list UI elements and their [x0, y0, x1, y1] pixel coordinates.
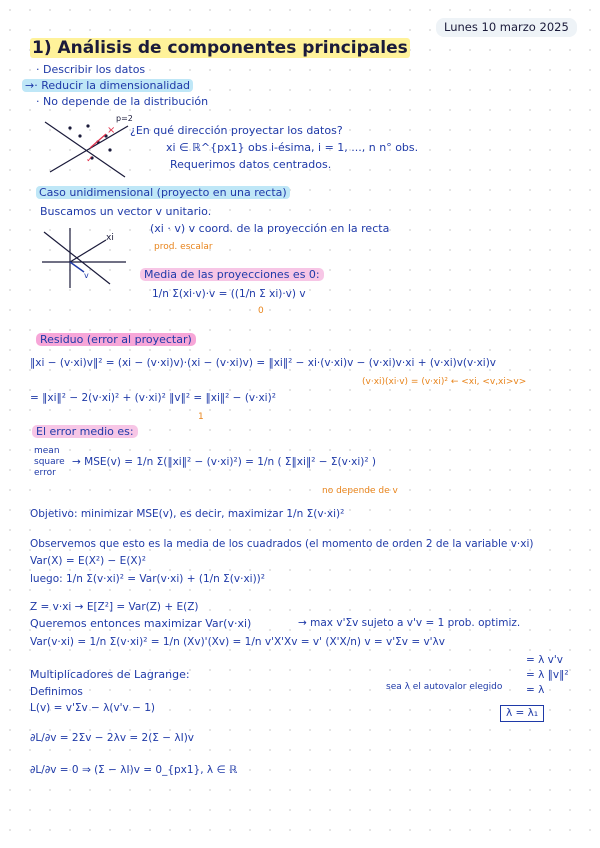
- derivative-eq-2: ∂L/∂v = 0 ⇒ (Σ − λI)v = 0_{px1}, λ ∈ ℝ: [30, 764, 238, 776]
- queremos: Queremos entonces maximizar Var(v·xi): [30, 617, 252, 630]
- zero-mark: 0: [258, 306, 264, 316]
- scatter-projection-diagram: [40, 112, 140, 182]
- media-equation: 1/n Σ(xi·v)·v = ((1/n Σ xi)·v) v: [152, 288, 306, 300]
- error-heading: El error medio es:: [32, 425, 138, 438]
- max-note: → max v'Σv sujeto a v'v = 1 prob. optimiz.: [298, 617, 521, 629]
- derivative-eq-1: ∂L/∂v = 2Σv − 2λv = 2(Σ − λI)v: [30, 732, 195, 744]
- one-mark: 1: [198, 412, 204, 422]
- definimos: Definimos: [30, 686, 83, 698]
- date-label: Lunes 10 marzo 2025: [436, 18, 577, 37]
- bullet-3: · No depende de la distribución: [36, 95, 209, 108]
- centered-note: Requerimos datos centrados.: [170, 158, 332, 171]
- objetivo: Objetivo: minimizar MSE(v), es decir, maximizar 1/n Σ(v·xi)²: [30, 508, 345, 520]
- lagrangian: L(v) = v'Σv − λ(v'v − 1): [30, 702, 156, 714]
- observemos: Observemos que esto es la media de los cuadrados (el momento de orden 2 de la variable v·xi): [30, 538, 534, 550]
- unit-vector-diagram: [40, 226, 130, 290]
- z-equation: Z = v·xi → E[Z²] = Var(Z) + E(Z): [30, 601, 199, 613]
- residuo-equation-1: ‖xi − (v·xi)v‖² = (xi − (v·xi)v)·(xi − (v·xi)v) = ‖xi‖² − xi·(v·xi)v − (v·xi)v·xi + (v·xi)v(v·xi)v: [30, 357, 497, 369]
- mse-acronym: mean square error: [34, 446, 65, 478]
- notation: xi ∈ ℝ^{px1} obs i-ésima, i = 1, ..., n n° obs.: [166, 141, 419, 154]
- svg-text:×: ×: [107, 125, 116, 136]
- svg-text:p=2: p=2: [116, 114, 133, 123]
- page-title: 1) Análisis de componentes principales: [32, 38, 408, 58]
- svg-text:v: v: [84, 271, 89, 280]
- lambda-step-1: = λ v'v: [526, 654, 564, 666]
- multiplicadores: Multiplicadores de Lagrange:: [30, 668, 190, 681]
- svg-text:✓: ✓: [86, 155, 94, 165]
- lambda-step-3: = λ: [526, 684, 545, 696]
- mse-equation: → MSE(v) = 1/n Σ(‖xi‖² − (v·xi)²) = 1/n ( Σ‖xi‖² − Σ(v·xi)² ): [72, 456, 377, 468]
- svg-text:xi: xi: [106, 233, 114, 243]
- luego-equation: luego: 1/n Σ(v·xi)² = Var(v·xi) + (1/n Σ(v·xi))²: [30, 573, 265, 585]
- coord-note: (xi · v) v coord. de la proyección en la recta: [150, 222, 390, 235]
- autovalor-note: sea λ el autovalor elegido: [386, 682, 503, 692]
- media-heading: Media de las proyecciones es 0:: [140, 268, 324, 281]
- bullet-1: · Describir los datos: [36, 63, 146, 76]
- no-depende-note: no depende de v: [322, 486, 398, 496]
- bullet-2: →· Reducir la dimensionalidad: [22, 79, 193, 92]
- lambda-step-2: = λ ‖v‖²: [526, 669, 569, 681]
- var-def: Var(X) = E(X²) − E(X)²: [30, 555, 146, 567]
- caso-heading: Caso unidimensional (proyecto en una recta): [36, 186, 290, 199]
- buscamos: Buscamos un vector v unitario.: [40, 205, 212, 218]
- residuo-equation-2: = ‖xi‖² − 2(v·xi)² + (v·xi)² ‖v‖² = ‖xi‖² − (v·xi)²: [30, 392, 276, 404]
- prod-escalar-note: prod. escalar: [154, 242, 213, 252]
- question: ¿En qué dirección proyectar los datos?: [130, 124, 343, 137]
- residuo-heading: Residuo (error al proyectar): [36, 333, 196, 346]
- residuo-note: (v·xi)(xi·v) = (v·xi)² ← <xi, <v,xi>v>: [362, 377, 527, 387]
- lambda-box: λ = λ₁: [500, 705, 544, 722]
- var-equation: Var(v·xi) = 1/n Σ(v·xi)² = 1/n (Xv)'(Xv) = 1/n v'X'Xv = v' (X'X/n) v = v'Σv = v'λv: [30, 636, 445, 648]
